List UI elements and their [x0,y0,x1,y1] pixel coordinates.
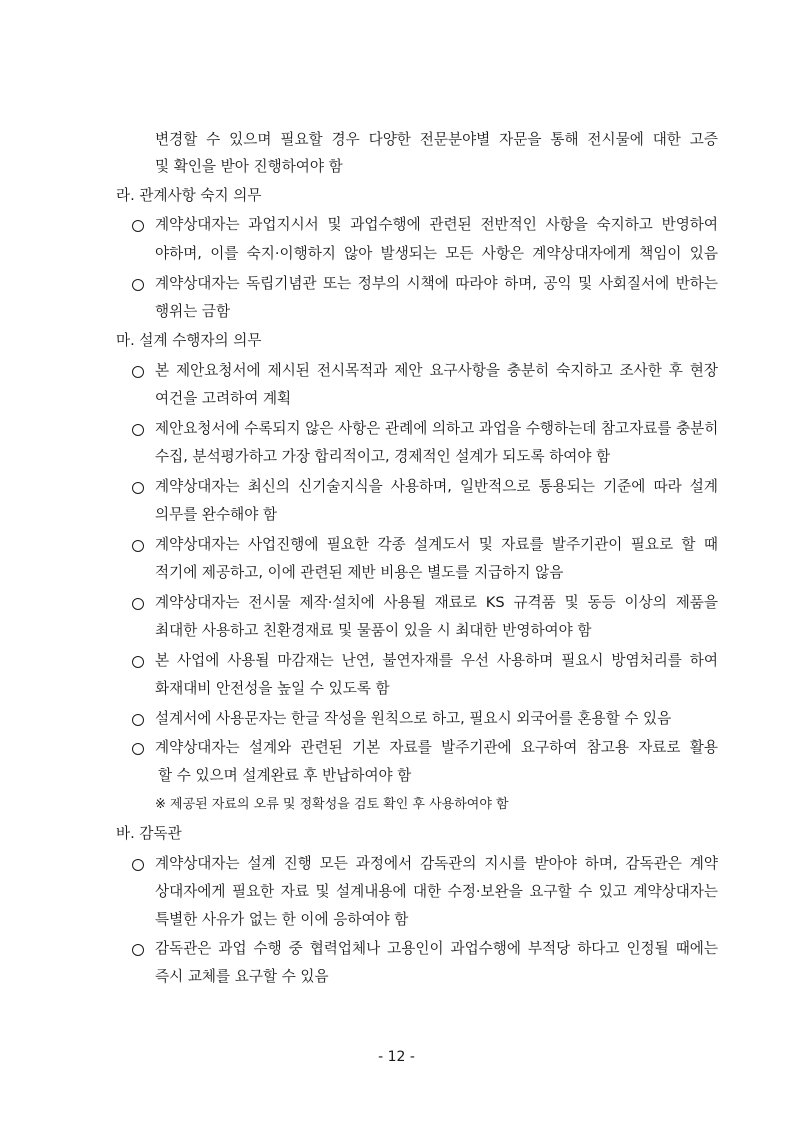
circle-bullet-icon [132,220,144,232]
text-line: 여건을 고려하여 계획 [155,390,292,407]
text-line: 계약상대자는 과업지시서 및 과업수행에 관련된 전반적인 사항을 숙지하고 반영하여 [155,216,718,233]
circle-bullet-icon [132,366,144,378]
text-line: 본 사업에 사용될 마감재는 난연, 불연자재를 우선 사용하며 필요시 방염처리를 하여 [155,652,718,669]
text-line: 화재대비 안전성을 높일 수 있도록 함 [155,680,390,697]
text-line: 계약상대자는 최신의 신기술지식을 사용하며, 일반적으로 통용되는 기준에 따라 설계 [155,478,718,495]
text-line: 계약상대자는 사업진행에 필요한 각종 설계도서 및 자료를 발주기관이 필요로 할 때 [155,536,718,553]
circle-bullet-icon [132,714,144,726]
text-line: 계약상대자는 독립기념관 또는 정부의 시책에 따라야 하며, 공익 및 사회질서에 반하는 [155,275,718,292]
text-line: 계약상대자는 설계 진행 모든 과정에서 감독관의 지시를 받아야 하며, 감독관은 계약 [155,855,718,872]
text-line: 의무를 완수해야 함 [155,506,278,523]
text-line: 및 확인을 받아 진행하여야 함 [155,158,343,175]
circle-bullet-icon [132,859,144,871]
text-line: 본 제안요청서에 제시된 전시목적과 제안 요구사항을 충분히 숙지하고 조사한 후 현장 [155,362,718,379]
text-line: 적기에 제공하고, 이에 관련된 제반 비용은 별도를 지급하지 않음 [155,564,564,581]
circle-bullet-icon [132,598,144,610]
circle-bullet-icon [132,279,144,291]
circle-bullet-icon [132,944,144,956]
text-line: 행위는 금함 [155,303,231,320]
section-heading: 라. 관계사항 숙지 의무 [116,187,262,204]
note-line: ※ 제공된 자료의 오류 및 정확성을 검토 확인 후 사용하여야 함 [155,797,509,812]
text-line: 감독관은 과업 수행 중 협력업체나 고용인이 과업수행에 부적당 하다고 인정될 때에는 [155,940,718,957]
text-line: 최대한 사용하고 친환경재료 및 물품이 있을 시 최대한 반영하여야 함 [155,622,592,639]
text-line: 설계서에 사용문자는 한글 작성을 원칙으로 하고, 필요시 외국어를 혼용할 수 있음 [155,710,672,727]
text-line: 변경할 수 있으며 필요할 경우 다양한 전문분야별 자문을 통해 전시물에 대한 고증 [155,131,718,148]
text-line: 수집, 분석평가하고 가장 합리적이고, 경제적인 설계가 되도록 하여야 함 [155,448,611,465]
circle-bullet-icon [132,743,144,755]
circle-bullet-icon [132,482,144,494]
text-line: 계약상대자는 전시물 제작·설치에 사용될 재료로 KS 규격품 및 동등 이상의 제품을 [155,594,718,611]
circle-bullet-icon [132,424,144,436]
text-line: 특별한 사유가 없는 한 이에 응하여야 함 [155,911,409,928]
text-line: 할 수 있으며 설계완료 후 반납하여야 함 [158,767,412,784]
circle-bullet-icon [132,540,144,552]
section-heading: 바. 감독관 [116,825,182,842]
page-number: - 12 - [378,1049,415,1065]
circle-bullet-icon [132,656,144,668]
text-line: 야하며, 이를 숙지·이행하지 않아 발생되는 모든 사항은 계약상대자에게 책임이 있음 [155,245,718,262]
text-line: 제안요청서에 수록되지 않은 사항은 관례에 의하고 과업을 수행하는데 참고자료를 충분히 [155,420,719,437]
text-line: 계약상대자는 설계와 관련된 기본 자료를 발주기관에 요구하여 참고용 자료로 활용 [155,739,718,756]
text-line: 즉시 교체를 요구할 수 있음 [155,968,329,985]
section-heading: 마. 설계 수행자의 의무 [116,332,262,349]
text-line: 상대자에게 필요한 자료 및 설계내용에 대한 수정·보완을 요구할 수 있고 계약상대자는 [155,883,718,900]
